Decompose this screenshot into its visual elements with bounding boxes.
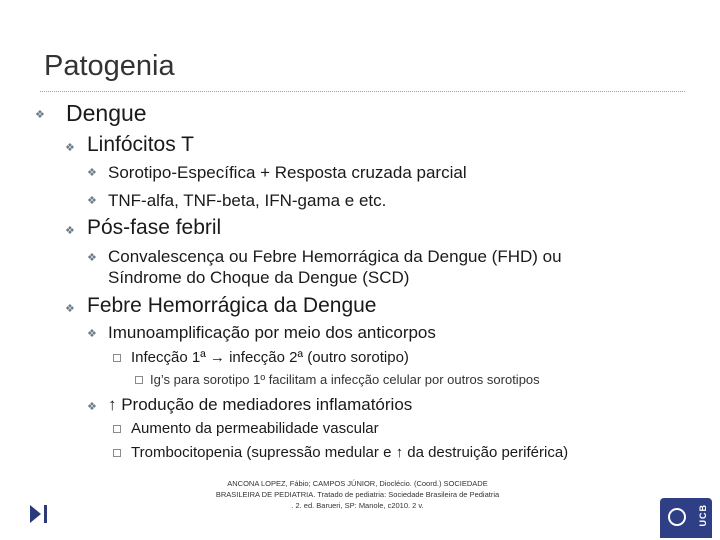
item-linfocitos: Linfócitos T xyxy=(87,133,194,156)
bullet-icon: ❖ xyxy=(87,195,97,207)
bullet-icon: ❖ xyxy=(65,142,75,154)
bullet-icon: ❖ xyxy=(35,109,45,121)
item-trombocitopenia: Trombocitopenia (supressão medular e ↑ da destruição periférica) xyxy=(131,444,569,461)
item-igs: Ig’s para sorotipo 1º facilitam a infecção celular por outros sorotipos xyxy=(150,372,540,387)
item-convalescenca-line1: Convalescença ou Febre Hemorrágica da Dengue (FHD) ou xyxy=(108,247,562,266)
item-posfase: Pós-fase febril xyxy=(87,216,222,239)
checkbox-icon xyxy=(113,354,121,362)
item-dengue: Dengue xyxy=(66,100,147,126)
bullet-icon: ❖ xyxy=(87,252,97,264)
logo-text: UCB xyxy=(698,504,708,527)
bullet-icon: ❖ xyxy=(87,328,97,340)
reference-citation xyxy=(200,478,515,511)
item-sorotipo: Sorotipo-Específica + Resposta cruzada parcial xyxy=(108,163,467,182)
bullet-icon: ❖ xyxy=(65,225,75,237)
item-aumento: Aumento da permeabilidade vascular xyxy=(131,420,379,437)
item-imunoamplificacao: Imunoamplificação por meio dos anticorpos xyxy=(108,323,436,342)
checkbox-icon xyxy=(135,376,143,384)
bullet-icon: ❖ xyxy=(87,167,97,179)
item-convalescenca-line2: Síndrome do Choque da Dengue (SCD) xyxy=(108,268,410,287)
logo-mark-icon xyxy=(668,508,686,526)
item-producao: ↑ Produção de mediadores inflamatórios xyxy=(108,395,413,414)
item-infeccao: Infecção 1ª → infecção 2ª (outro sorotipo) xyxy=(131,349,409,366)
checkbox-icon xyxy=(113,425,121,433)
checkbox-icon xyxy=(113,449,121,457)
nav-line-icon xyxy=(44,505,47,523)
item-tnf: TNF-alfa, TNF-beta, IFN-gama e etc. xyxy=(108,191,387,210)
ucb-logo xyxy=(660,498,712,538)
bullet-icon: ❖ xyxy=(87,401,97,413)
nav-arrow-icon[interactable] xyxy=(30,505,41,523)
item-fhd: Febre Hemorrágica da Dengue xyxy=(87,294,377,317)
bullet-icon: ❖ xyxy=(65,303,75,315)
reference-line-3: . 2. ed. Barueri, SP: Manole, c2010. 2 v. xyxy=(291,501,424,510)
title-divider xyxy=(40,91,685,92)
slide-title: Patogenia xyxy=(44,50,175,82)
reference-line-1: ANCONA LOPEZ, Fábio; CAMPOS JÚNIOR, Dioclécio. (Coord.) SOCIEDADE xyxy=(227,479,488,488)
reference-line-2: BRASILEIRA DE PEDIATRIA. Tratado de pediatria: Sociedade Brasileira de Pediatria xyxy=(215,490,500,499)
